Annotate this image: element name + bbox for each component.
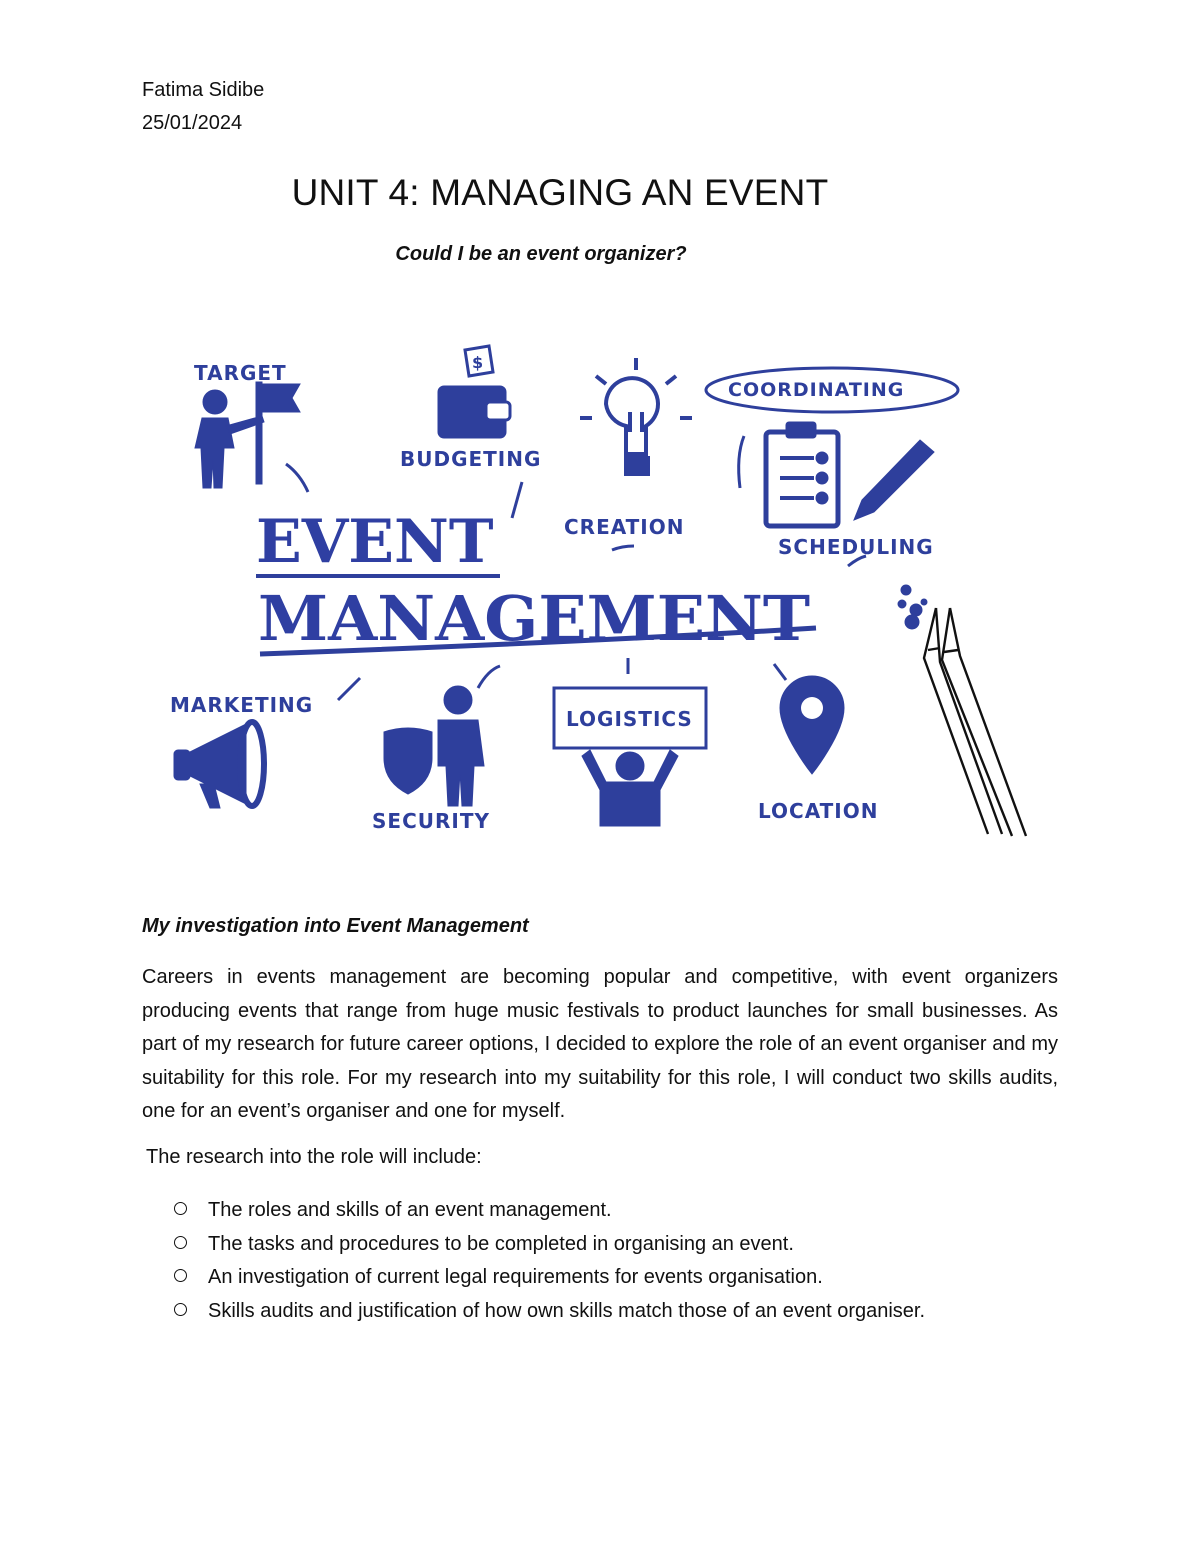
investigation-paragraph: Careers in events management are becoming popular and competitive, with event organizers producing events that range from huge music festivals to product launches for small businesses. As part of my research for future career options, I decided to explore the role of an event organiser and my suitability for this role. For my research into my suitability for this role, I will conduct two skills audits, one for an event’s organiser and one for myself.	[142, 966, 1058, 1123]
label-security: SECURITY	[372, 809, 490, 833]
label-creation: CREATION	[564, 515, 685, 539]
label-target: TARGET	[194, 361, 287, 385]
illustration-canvas	[160, 340, 1040, 850]
list-item-text: The roles and skills of an event management.	[208, 1199, 612, 1221]
author-name: Fatima Sidibe	[142, 79, 265, 101]
label-scheduling: SCHEDULING	[778, 535, 934, 559]
page-subtitle: Could I be an event organizer?	[395, 243, 687, 265]
headline-management: MANAGEMENT	[258, 582, 811, 655]
author-block	[142, 74, 264, 140]
list-item	[174, 1261, 925, 1295]
lightbulb-icon	[580, 358, 692, 474]
label-logistics: LOGISTICS	[566, 707, 693, 731]
list-item-text: Skills audits and justification of how own skills match those of an event organiser.	[208, 1299, 926, 1322]
list-item	[174, 1295, 925, 1329]
bullet-circle-icon	[174, 1202, 187, 1215]
svg-text:$: $	[472, 353, 484, 372]
label-location: LOCATION	[758, 799, 879, 823]
target-person-icon	[195, 390, 264, 488]
event-management-illustration	[160, 340, 1040, 850]
list-item	[174, 1228, 925, 1262]
section-heading: My investigation into Event Management	[142, 915, 529, 937]
pencils-icon	[924, 608, 1026, 836]
pen-icon	[854, 440, 934, 520]
list-item-text: The tasks and procedures to be completed in organising an event.	[208, 1232, 794, 1255]
label-marketing: MARKETING	[170, 693, 314, 717]
label-budgeting: BUDGETING	[400, 447, 542, 471]
wallet-icon	[438, 346, 510, 438]
headline-event: EVENT	[256, 507, 494, 577]
location-pin-icon	[780, 676, 844, 774]
research-list	[174, 1194, 925, 1328]
bullet-circle-icon	[174, 1236, 187, 1249]
list-item-text: An investigation of current legal requirements for events organisation.	[208, 1266, 823, 1288]
label-coordinating: COORDINATING	[728, 379, 905, 401]
document-date: 25/01/2024	[142, 112, 243, 134]
research-intro: The research into the role will include:	[146, 1146, 482, 1168]
bullet-circle-icon	[174, 1269, 187, 1282]
security-person-icon	[384, 686, 484, 806]
decor-dots	[898, 585, 927, 629]
page-title: UNIT 4: MANAGING AN EVENT	[291, 172, 829, 213]
megaphone-icon	[174, 722, 264, 808]
bullet-circle-icon	[174, 1303, 187, 1316]
list-item	[174, 1194, 925, 1228]
clipboard-icon	[766, 422, 838, 526]
